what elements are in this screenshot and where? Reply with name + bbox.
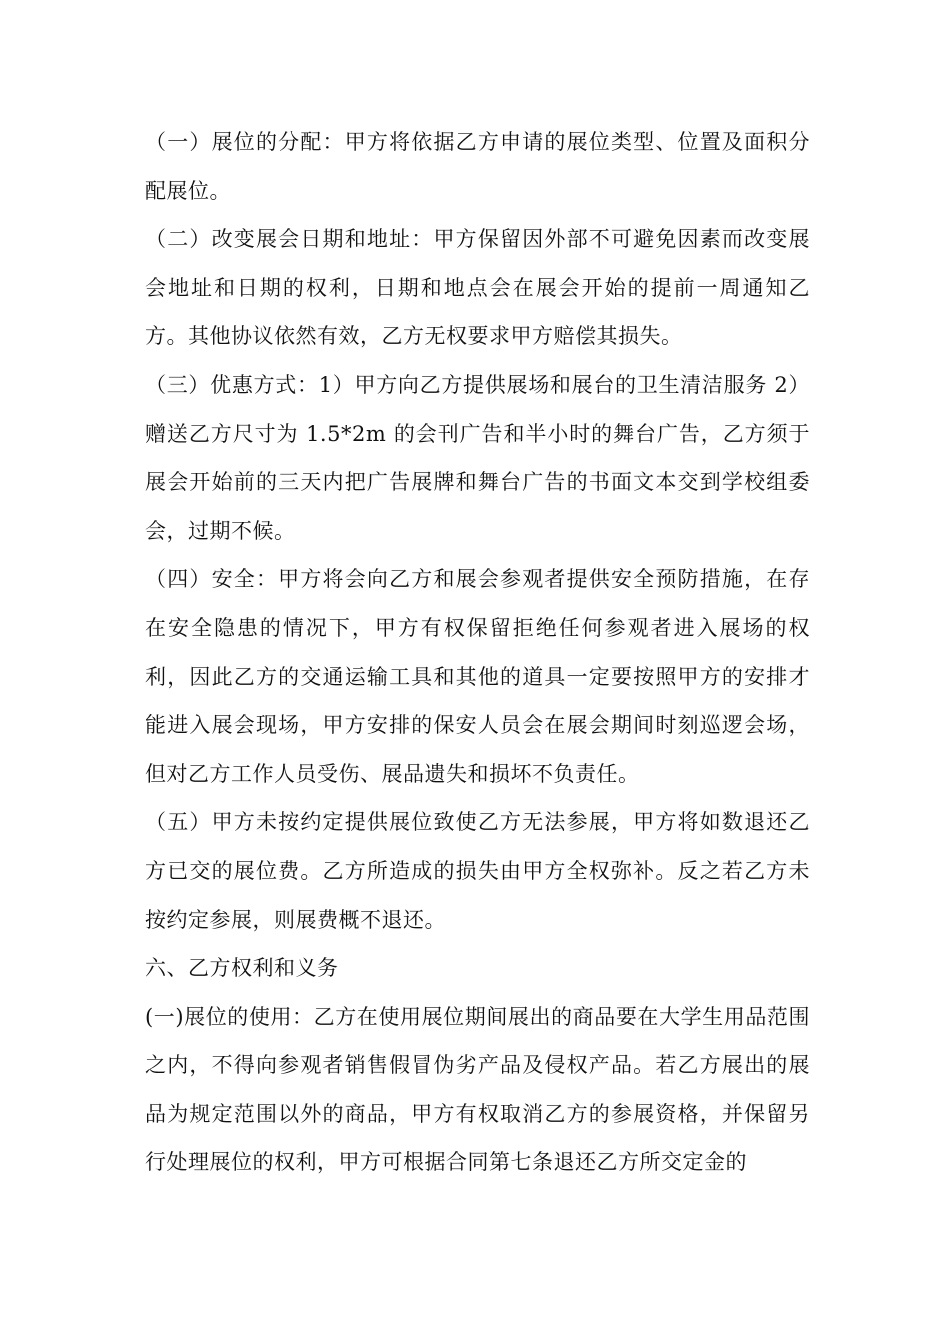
clause-3-discounts: （三）优惠方式：1）甲方向乙方提供展场和展台的卫生清洁服务 2）赠送乙方尺寸为 1.5*2m 的会刊广告和半小时的舞台广告，乙方须于展会开始前的三天内把广告展牌和舞台广告的书面文本交到学校组委会，过期不候。 [145, 372, 810, 543]
clause-1-booth-allocation: （一）展位的分配：甲方将依据乙方申请的展位类型、位置及面积分配展位。 [145, 130, 810, 203]
clause-5-refund: （五）甲方未按约定提供展位致使乙方无法参展，甲方将如数退还乙方已交的展位费。乙方所造成的损失由甲方全权弥补。反之若乙方未按约定参展，则展费概不退还。 [145, 810, 810, 932]
clause-2-date-address-change: （二）改变展会日期和地址：甲方保留因外部不可避免因素而改变展会地址和日期的权利，日期和地点会在展会开始的提前一周通知乙方。其他协议依然有效，乙方无权要求甲方赔偿其损失。 [145, 227, 810, 349]
section-heading-party-b-rights: 六、乙方权利和义务 [145, 956, 339, 981]
section-6-clause-1-booth-use: (一)展位的使用：乙方在使用展位期间展出的商品要在大学生用品范围之内，不得向参观者销售假冒伪劣产品及侵权产品。若乙方展出的展品为规定范围以外的商品，甲方有权取消乙方的参展资格，并保留另行处理展位的权利，甲方可根据合同第七条退还乙方所交定金的 [145, 1004, 810, 1175]
document-body [145, 118, 810, 1187]
clause-4-safety: （四）安全：甲方将会向乙方和展会参观者提供安全预防措施，在存在安全隐患的情况下，甲方有权保留拒绝任何参观者进入展场的权利，因此乙方的交通运输工具和其他的道具一定要按照甲方的安排才能进入展会现场，甲方安排的保安人员会在展会期间时刻巡逻会场，但对乙方工作人员受伤、展品遗失和损坏不负责任。 [145, 567, 810, 786]
